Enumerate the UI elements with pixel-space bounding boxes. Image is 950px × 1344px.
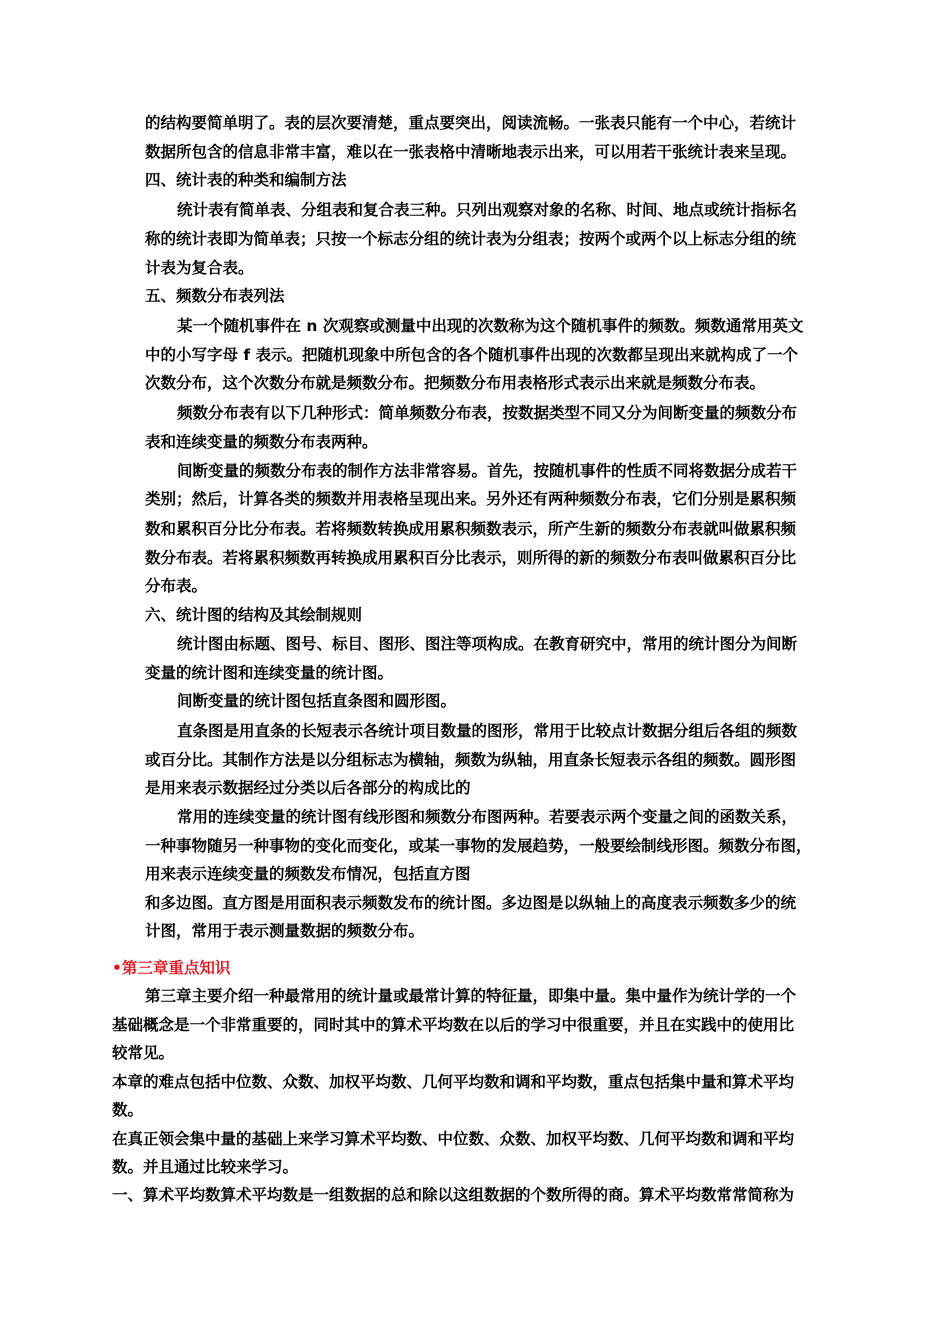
text-line: 或百分比。其制作方法是以分组标志为横轴，频数为纵轴，用直条长短表示各组的频数。圆形图 (145, 751, 797, 769)
text-line: 的结构要简单明了。表的层次要清楚，重点要突出，阅读流畅。一张表只能有一个中心，若统计 (145, 114, 797, 132)
text-line: 频数分布表有以下几种形式：简单频数分布表，按数据类型不同又分为间断变量的频数分布 (177, 404, 798, 422)
text-line: 表和连续变量的频数分布表两种。 (145, 433, 378, 451)
text-line: 直条图是用直条的长短表示各统计项目数量的图形，常用于比较点计数据分组后各组的频数 (177, 722, 798, 740)
text-line: 和多边图。直方图是用面积表示频数发布的统计图。多边图是以纵轴上的高度表示频数多少的统 (145, 894, 797, 912)
text-line: 数。并且通过比较来学习。 (112, 1158, 299, 1176)
text-line: 次数分布，这个次数分布就是频数分布。把频数分布用表格形式表示出来就是频数分布表。 (145, 374, 766, 392)
text-line: 类别；然后，计算各类的频数并用表格呈现出来。另外还有两种频数分布表，它们分别是累积频 (145, 490, 797, 508)
text-line: 数。 (112, 1101, 144, 1119)
section-heading-6: 六、统计图的结构及其绘制规则 (145, 606, 363, 624)
section-heading-4: 四、统计表的种类和编制方法 (145, 171, 347, 189)
text-line: 间断变量的统计图包括直条图和圆形图。 (177, 692, 457, 710)
text-line: 在真正领会集中量的基础上来学习算术平均数、中位数、众数、加权平均数、几何平均数和调和平均 (112, 1130, 795, 1148)
text-line: 数据所包含的信息非常丰富，难以在一张表格中清晰地表示出来，可以用若干张统计表来呈现。 (145, 143, 797, 161)
text-line: 统计表有简单表、分组表和复合表三种。只列出观察对象的名称、时间、地点或统计指标名 (177, 201, 798, 219)
text-line: 间断变量的频数分布表的制作方法非常容易。首先，按随机事件的性质不同将数据分成若干 (177, 462, 798, 480)
chapter3-heading: •第三章重点知识 (112, 959, 231, 977)
text-line: 数和累积百分比分布表。若将频数转换成用累积频数表示，所产生新的频数分布表就叫做累积频 (145, 520, 797, 538)
text-line: 分布表。 (145, 577, 208, 595)
text-line: 计表为复合表。 (145, 259, 254, 277)
section-heading-5: 五、频数分布表列法 (145, 287, 285, 305)
text-line: 计图，常用于表示测量数据的频数分布。 (145, 922, 425, 940)
text-line: 第三章主要介绍一种最常用的统计量或最常计算的特征量，即集中量。集中量作为统计学的一个 (145, 987, 797, 1005)
text-line: 数分布表。若将累积频数再转换成用累积百分比表示，则所得的新的频数分布表叫做累积百分比 (145, 549, 797, 567)
text-line: 常用的连续变量的统计图有线形图和频数分布图两种。若要表示两个变量之间的函数关系， (177, 808, 798, 826)
text-line: 基础概念是一个非常重要的，同时其中的算术平均数在以后的学习中很重要，并且在实践中的使用比 (112, 1016, 795, 1034)
text-line: 用来表示连续变量的频数发布情况，包括直方图 (145, 865, 471, 883)
text-line: 变量的统计图和连续变量的统计图。 (145, 664, 394, 682)
text-line: 某一个随机事件在 n 次观察或测量中出现的次数称为这个随机事件的频数。频数通常用英文 (177, 317, 804, 335)
text-line: 一、算术平均数算术平均数是一组数据的总和除以这组数据的个数所得的商。算术平均数常常简称为 (112, 1186, 795, 1204)
text-line: 一种事物随另一种事物的变化而变化，或某一事物的发展趋势，一般要绘制线形图。频数分布图， (145, 837, 812, 855)
text-line: 统计图由标题、图号、标目、图形、图注等项构成。在教育研究中，常用的统计图分为间断 (177, 635, 798, 653)
text-line: 是用来表示数据经过分类以后各部分的构成比的 (145, 779, 471, 797)
text-line: 较常见。 (112, 1044, 175, 1062)
text-line: 中的小写字母 f 表示。把随机现象中所包含的各个随机事件出现的次数都呈现出来就构成了一个 (145, 346, 799, 364)
text-line: 本章的难点包括中位数、众数、加权平均数、几何平均数和调和平均数，重点包括集中量和算术平均 (112, 1073, 795, 1091)
text-line: 称的统计表即为简单表；只按一个标志分组的统计表为分组表；按两个或两个以上标志分组的统 (145, 230, 797, 248)
